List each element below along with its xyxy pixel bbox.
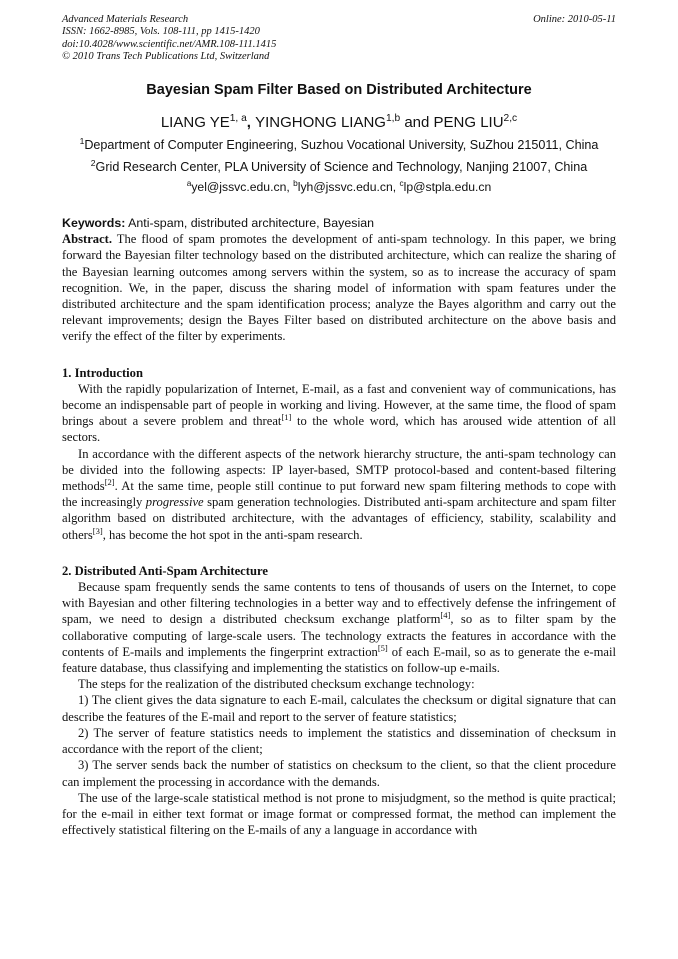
citation[interactable]: [5] <box>377 642 388 653</box>
author-superscript: 1, a <box>229 113 247 124</box>
author-name: PENG LIU <box>433 114 504 131</box>
email-marker: c <box>399 177 404 188</box>
paper-body <box>62 215 616 838</box>
author-line: LIANG YE$^{1, a}$, YINGHONG LIANG$^{1,b}$ and PENG LIU$^{2,c}$ <box>160 113 518 131</box>
keywords-text: Anti-spam, distributed architecture, Bayesian <box>128 216 374 230</box>
emphasis: progressive <box>145 495 204 510</box>
affiliation-2 <box>62 157 616 174</box>
section-heading: 1. Introduction <box>62 365 143 380</box>
doi-line: doi:10.4028/www.scientific.net/AMR.108-111.1415 <box>62 38 277 50</box>
issn-line: ISSN: 1662-8985, Vols. 108-111, pp 1415-1420 <box>62 26 260 38</box>
section-heading: 2. Distributed Anti-Spam Architecture <box>62 563 268 578</box>
author-name: YINGHONG LIANG <box>255 114 386 131</box>
list-item: 1) The client gives the data signature to each E-mail, calculates the checksum or digital signature that can describe the features of the E-mail and report to the server of feature statistics; <box>62 693 616 724</box>
paragraph: With the rapidly popularization of Internet, E-mail, as a fast and convenient way of communications, has become an indispensable part of people in working and living. However, at the same time, the flood of spam brings about a severe problem and threat[1] to the whole word, which has aroused wide attention of all sectors. <box>62 381 616 445</box>
author-superscript: 2,c <box>503 113 518 124</box>
copyright-line: © 2010 Trans Tech Publications Ltd, Switzerland <box>62 50 270 62</box>
online-date: Online: 2010-05-11 <box>533 14 616 25</box>
affiliation-text: Grid Research Center, PLA University of Science and Technology, Nanjing 21007, China <box>95 160 588 174</box>
affiliation-number: 2 <box>90 157 96 168</box>
affiliation-number: 1 <box>79 135 85 146</box>
citation[interactable]: [3] <box>92 525 103 536</box>
list-item: 2) The server of feature statistics needs to implement the statistics and dissemination of checksum in accordance with the report of the client; <box>62 725 616 757</box>
abstract <box>62 231 616 344</box>
email-marker: a <box>186 177 192 188</box>
email-link[interactable]: lp@stpla.edu.cn <box>403 180 492 194</box>
paragraph: Because spam frequently sends the same contents to tens of thousands of users on the Internet, to cope with Bayesian and other filtering technologies in a better way and to effectively defense the infringement of spam, we need to design a distributed checksum exchange platform[4], so as to filter spam by the collaborative computing of large-scale users. The technology extracts the features in accordance with the contents of E-mails and implements the fingerprint extraction[5] of each E-mail, so as to generate the e-mail feature database, thus classifying and implementing the statistics on follow-up e-mails. <box>62 580 616 676</box>
paragraph: The use of the large-scale statistical method is not prone to misjudgment, so the method is quite practical; for the e-mail in either text format or image format or compressed format, the method can implement the effectively statistical filtering on the E-mails of any a language in accordance with <box>62 790 616 838</box>
author-name: LIANG YE <box>160 114 230 131</box>
author-superscript: 1,b <box>385 113 401 124</box>
email-link[interactable]: yel@jssvc.edu.cn, <box>191 180 290 194</box>
journal-header <box>62 14 616 63</box>
abstract-text: The flood of spam promotes the development of anti-spam technology. In this paper, we bring forward the Bayesian filter technology based on the distributed architecture, which can realize the sharing of the Bayesian learning outcomes among servers within the system, so as to increase the accuracy of spam recognition. We, in the paper, discuss the sharing model of information with spam features under the distributed architecture and the spam identification process; analyze the Bayes algorithm and carry out the relevant improvements; design the Bayes Filter based on distributed architecture on the above basis and verify the effect of the filter by experiments. <box>62 232 616 344</box>
paper-title: Bayesian Spam Filter Based on Distributed Architecture <box>146 82 532 98</box>
email-link[interactable]: lyh@jssvc.edu.cn, <box>297 180 397 194</box>
citation[interactable]: [4] <box>440 610 451 621</box>
keywords <box>62 215 616 231</box>
abstract-label: Abstract. <box>62 232 113 247</box>
author-conjunction: and <box>404 114 430 131</box>
paragraph: The steps for the realization of the distributed checksum exchange technology: <box>78 677 475 692</box>
email-marker: b <box>293 177 298 188</box>
author-emails <box>62 177 616 194</box>
citation[interactable]: [2] <box>104 476 115 487</box>
paragraph: In accordance with the different aspects of the network hierarchy structure, the anti-spam technology can be divided into the following aspects: IP layer-based, SMTP protocol-based and content-based filtering methods[2]. At the same time, people still continue to put forward new spam filtering methods to cope with the increasingly progressive spam generation technologies. Distributed anti-spam architecture and spam filter algorithm based on distributed architecture, with the advantages of efficiency, stability, scalability and others[3], has become the hot spot in the anti-spam research. <box>62 446 616 542</box>
citation[interactable]: [1] <box>281 412 292 423</box>
journal-name: Advanced Materials Research <box>62 14 189 25</box>
affiliation-text: Department of Computer Engineering, Suzhou Vocational University, SuZhou 215011, China <box>84 138 599 152</box>
keywords-label: Keywords: <box>62 216 126 230</box>
affiliation-1 <box>62 135 616 152</box>
list-item: 3) The server sends back the number of statistics on checksum to the client, so that the client procedure can implement the processing in accordance with the demands. <box>62 758 616 789</box>
